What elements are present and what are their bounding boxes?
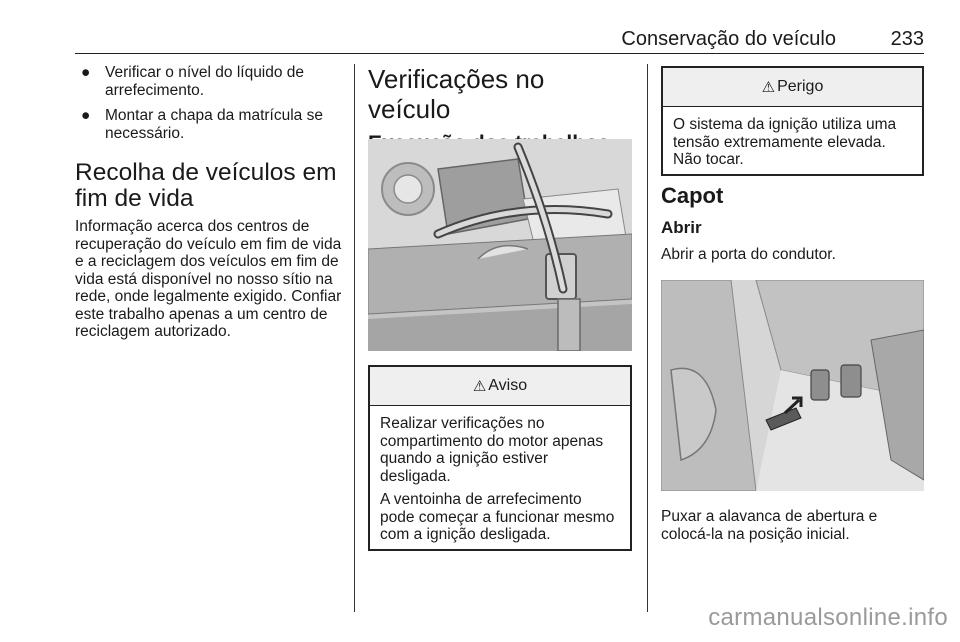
bullet-list <box>75 64 345 142</box>
page-header-title: Conservação do veículo <box>621 28 836 50</box>
page-number: 233 <box>890 28 924 50</box>
hood-release-lever-icon <box>661 280 924 491</box>
bullet-icon: ● <box>81 107 91 124</box>
body-paragraph: Puxar a alavanca de abertura e colocá-la na posição inicial. <box>661 508 878 543</box>
list-item <box>75 107 345 142</box>
warning-paragraph: A ventoinha de arrefecimento pode começar a funcionar mesmo com a ignição desligada. <box>380 491 615 543</box>
list-item <box>75 64 345 99</box>
column-left <box>75 64 345 341</box>
body-paragraph: Abrir a porta do condutor. <box>661 246 836 263</box>
danger-box-header <box>663 68 922 107</box>
engine-bay-prohibited-icon <box>368 139 632 351</box>
warning-paragraph: Realizar verificações no compartimento do motor apenas quando a ignição estiver desligada. <box>380 415 604 485</box>
warning-box-header <box>370 367 630 406</box>
section-heading: Capot <box>661 183 724 208</box>
chapter-heading: Verificações no veículo <box>368 64 545 124</box>
column-right <box>661 184 924 264</box>
section-subheading: Abrir <box>661 218 702 237</box>
warning-box-body <box>370 406 630 560</box>
danger-box-title: Perigo <box>777 78 824 95</box>
engine-bay-illustration <box>368 139 632 351</box>
body-paragraph: Informação acerca dos centros de recuperação do veículo em fim de vida e a reciclagem dos veículos em fim de vida está disponível no nosso sítio na rede, onde legalmente exigido. Confiar este trabalho apenas a um centro de reciclagem autorizado. <box>75 218 342 340</box>
header-rule <box>75 53 924 54</box>
hood-release-illustration <box>661 280 924 491</box>
danger-box <box>661 66 924 176</box>
watermark: carmanualsonline.info <box>708 604 948 631</box>
column-divider <box>354 64 355 612</box>
bullet-icon: ● <box>81 64 91 81</box>
warning-triangle-icon: ⚠ <box>472 378 487 395</box>
column-divider <box>647 64 648 612</box>
list-item-text: Montar a chapa da matrícula se necessário. <box>105 107 323 142</box>
warning-box-title: Aviso <box>488 377 528 394</box>
warning-triangle-icon: ⚠ <box>761 79 776 96</box>
page-header <box>75 28 924 52</box>
list-item-text: Verificar o nível do líquido de arrefecimento. <box>105 64 305 99</box>
danger-box-body <box>663 107 922 185</box>
danger-paragraph: O sistema da ignição utiliza uma tensão extremamente elevada. Não tocar. <box>673 116 897 168</box>
section-heading: Recolha de veículos em fim de vida <box>75 159 337 212</box>
warning-box <box>368 365 632 551</box>
